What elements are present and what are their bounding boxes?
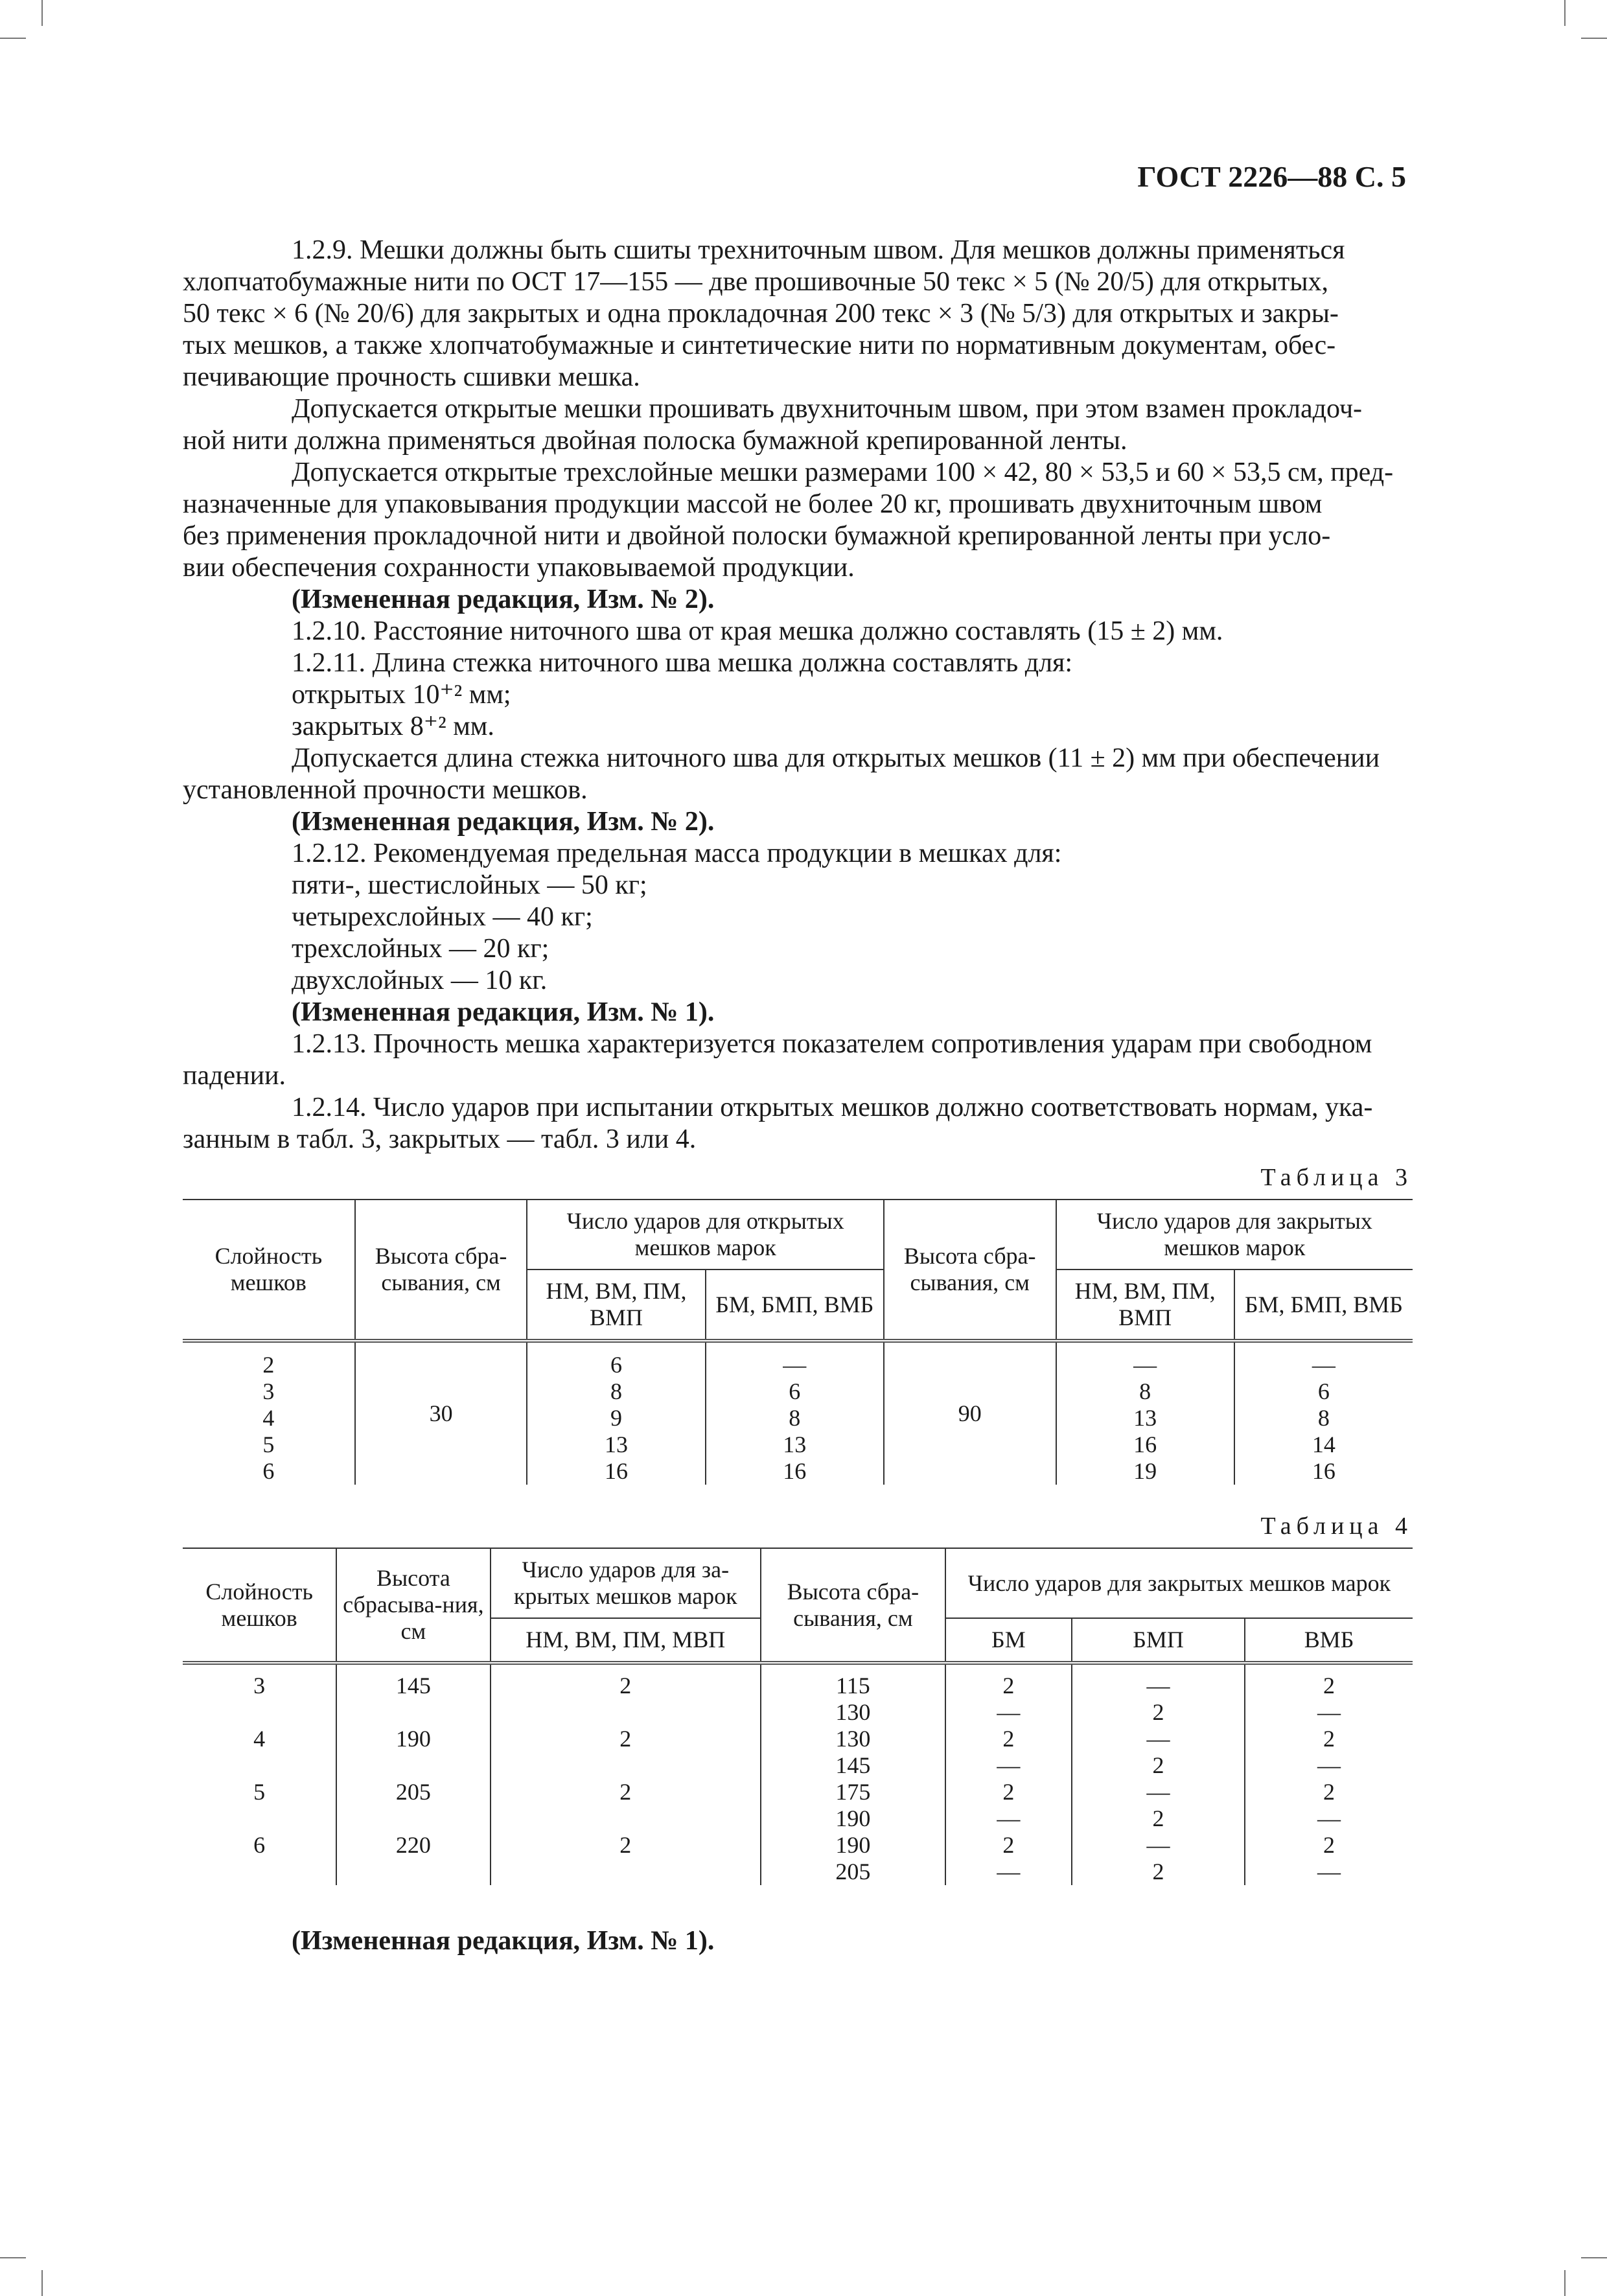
table-cell: 5 bbox=[262, 1432, 275, 1457]
table-cell: 8 bbox=[1139, 1378, 1151, 1404]
paragraph-line: трехслойных — 20 кг; bbox=[292, 934, 549, 964]
table-cell: 14 bbox=[1312, 1432, 1335, 1457]
table-cell: 9 bbox=[610, 1405, 623, 1431]
table-cell: — bbox=[783, 1352, 807, 1378]
table-value: 115 bbox=[836, 1673, 870, 1699]
table-cell: 4 bbox=[262, 1405, 275, 1431]
t3-header-height1: Высота сбра-сывания, см bbox=[355, 1200, 527, 1341]
table-cell bbox=[1245, 1779, 1413, 1832]
table-cell bbox=[761, 1832, 945, 1885]
paragraph-line: 1.2.10. Расстояние ниточного шва от края мешка должно составлять (15 ± 2) мм. bbox=[292, 616, 1223, 646]
table-cell bbox=[945, 1726, 1072, 1779]
paragraph-line: 1.2.14. Число ударов при испытании открытых мешков должно соответствовать нормам, ука- bbox=[292, 1093, 1373, 1122]
paragraph-line: 1.2.9. Мешки должны быть сшиты трехниточным швом. Для мешков должны применяться bbox=[292, 235, 1345, 265]
paragraphs bbox=[183, 235, 1413, 1155]
table-value: 2 bbox=[1323, 1779, 1335, 1805]
paragraph-line: установленной прочности мешков. bbox=[183, 775, 588, 805]
t3-header-open: Число ударов для открытых мешков марок bbox=[527, 1200, 883, 1270]
crop-mark bbox=[1564, 0, 1566, 26]
table-value: 175 bbox=[835, 1779, 871, 1805]
t3-header-layers: Слойность мешков bbox=[214, 1243, 323, 1295]
table-cell: 13 bbox=[1133, 1405, 1157, 1431]
table-value: — bbox=[1146, 1673, 1170, 1699]
table-cell: 16 bbox=[1312, 1458, 1335, 1484]
table-cell bbox=[1072, 1726, 1245, 1779]
paragraph-line: 50 текс × 6 (№ 20/6) для закрытых и одна прокладочная 200 текс × 3 (№ 5/3) для открытых и закры- bbox=[183, 299, 1339, 329]
paragraph-line: тых мешков, а также хлопчатобумажные и синтетические нити по нормативным документам, обес- bbox=[183, 330, 1336, 360]
table-cell bbox=[945, 1663, 1072, 1726]
table-value: — bbox=[1146, 1832, 1170, 1858]
t4-sub-bmp: БМП bbox=[1072, 1618, 1245, 1663]
t4-header-height1: Высота сбрасыва-ния, см bbox=[336, 1548, 490, 1663]
table-value: — bbox=[997, 1752, 1021, 1778]
table-value: — bbox=[1146, 1726, 1170, 1752]
t3-header-closed: Число ударов для закрытых мешков марок bbox=[1056, 1200, 1413, 1270]
t4-sub-vmb: ВМБ bbox=[1245, 1618, 1413, 1663]
t4-sub-nm: НМ, ВМ, ПМ, МВП bbox=[491, 1618, 761, 1663]
t3-col-open-b bbox=[706, 1341, 884, 1485]
table-value: — bbox=[997, 1805, 1021, 1831]
table-cell bbox=[1072, 1832, 1245, 1885]
table-value: 2 bbox=[1152, 1699, 1164, 1725]
table-value: 205 bbox=[835, 1859, 871, 1884]
crop-mark bbox=[1581, 2257, 1607, 2258]
table-value: 190 bbox=[835, 1832, 871, 1858]
table-cell: 8 bbox=[789, 1405, 801, 1431]
table-cell bbox=[945, 1832, 1072, 1885]
table-value: 2 bbox=[1323, 1726, 1335, 1752]
crop-mark bbox=[41, 2270, 43, 2296]
t3-sub-closed-b: БМ, БМП, ВМБ bbox=[1234, 1270, 1413, 1341]
paragraph-line: 1.2.13. Прочность мешка характеризуется показателем сопротивления ударам при свободном bbox=[292, 1029, 1372, 1059]
table-cell: 2 bbox=[491, 1832, 761, 1885]
t3-col-closed-b bbox=[1234, 1341, 1413, 1485]
paragraph-line: Допускается длина стежка ниточного шва для открытых мешков (11 ± 2) мм при обеспечении bbox=[292, 743, 1380, 773]
table-cell bbox=[761, 1779, 945, 1832]
t3-col-layers bbox=[183, 1341, 355, 1485]
crop-mark bbox=[0, 2257, 26, 2258]
table-value: — bbox=[1317, 1859, 1341, 1884]
table-value: 2 bbox=[1323, 1673, 1335, 1699]
crop-mark bbox=[1564, 2270, 1566, 2296]
table-cell: 5 bbox=[253, 1779, 266, 1805]
crop-mark bbox=[0, 38, 26, 39]
table-cell: — bbox=[1312, 1352, 1335, 1378]
paragraph-line: четырехслойных — 40 кг; bbox=[292, 902, 593, 932]
table-value: 130 bbox=[835, 1699, 871, 1725]
footer-note: (Измененная редакция, Изм. № 1). bbox=[292, 1926, 715, 1956]
table-cell: 2 bbox=[491, 1779, 761, 1832]
table-value: 145 bbox=[835, 1752, 871, 1778]
table-cell: 6 bbox=[253, 1832, 266, 1858]
paragraph-line: пяти-, шестислойных — 50 кг; bbox=[292, 870, 647, 900]
table-cell: 8 bbox=[610, 1378, 623, 1404]
t3-col-height1: 30 bbox=[355, 1341, 527, 1485]
table-row bbox=[183, 1663, 1413, 1726]
paragraph-line: (Измененная редакция, Изм. № 1). bbox=[292, 997, 715, 1027]
table-row bbox=[183, 1726, 1413, 1779]
page-header: ГОСТ 2226—88 С. 5 bbox=[1137, 160, 1406, 193]
table-value: 2 bbox=[1323, 1832, 1335, 1858]
table-cell: 2 bbox=[262, 1352, 275, 1378]
table-cell: 3 bbox=[253, 1673, 266, 1699]
paragraph-line: хлопчатобумажные нити по ОСТ 17—155 — две прошивочные 50 текс × 5 (№ 20/5) для открытых, bbox=[183, 267, 1329, 297]
table-value: 2 bbox=[1152, 1805, 1164, 1831]
t3-header-height2: Высота сбра-сывания, см bbox=[884, 1200, 1056, 1341]
t4-header-layers: Слойность мешков bbox=[205, 1578, 313, 1631]
table-cell bbox=[1245, 1832, 1413, 1885]
table-cell: 16 bbox=[783, 1458, 807, 1484]
table-cell: 190 bbox=[336, 1726, 490, 1779]
paragraph-line: двухслойных — 10 кг. bbox=[292, 966, 548, 995]
paragraph-line: (Измененная редакция, Изм. № 2). bbox=[292, 807, 715, 837]
table-value: — bbox=[1317, 1752, 1341, 1778]
t4-sub-bm: БМ bbox=[945, 1618, 1072, 1663]
paragraph-line: закрытых 8⁺² мм. bbox=[292, 712, 494, 741]
table3-caption: Таблица 3 bbox=[1260, 1164, 1413, 1191]
t4-header-closed2: Число ударов для закрытых мешков марок bbox=[945, 1548, 1413, 1618]
paragraph-line: Допускается открытые мешки прошивать двухниточным швом, при этом взамен прокладоч- bbox=[292, 394, 1363, 424]
table-cell: 2 bbox=[491, 1663, 761, 1726]
t3-col-open-a bbox=[527, 1341, 705, 1485]
table-cell: 6 bbox=[1317, 1378, 1330, 1404]
table-cell: 145 bbox=[336, 1663, 490, 1726]
table-cell: 13 bbox=[605, 1432, 629, 1457]
table-cell: 6 bbox=[610, 1352, 623, 1378]
table-value: — bbox=[997, 1699, 1021, 1725]
table-cell bbox=[1245, 1663, 1413, 1726]
paragraph-line: вии обеспечения сохранности упаковываемой продукции. bbox=[183, 553, 855, 583]
t3-sub-open-a: НМ, ВМ, ПМ, ВМП bbox=[527, 1270, 705, 1341]
table-cell bbox=[1245, 1726, 1413, 1779]
table-cell: 205 bbox=[336, 1779, 490, 1832]
table4-caption: Таблица 4 bbox=[1260, 1513, 1413, 1540]
t4-body bbox=[183, 1663, 1413, 1885]
table-row bbox=[183, 1779, 1413, 1832]
table-cell bbox=[761, 1663, 945, 1726]
table-value: 2 bbox=[1002, 1779, 1015, 1805]
paragraph-line: 1.2.12. Рекомендуемая предельная масса продукции в мешках для: bbox=[292, 839, 1062, 868]
t3-col-height2: 90 bbox=[884, 1341, 1056, 1485]
t3-col-closed-a bbox=[1056, 1341, 1234, 1485]
table-cell: 4 bbox=[253, 1726, 266, 1752]
paragraph-line: (Измененная редакция, Изм. № 2). bbox=[292, 585, 715, 614]
t3-sub-closed-a: НМ, ВМ, ПМ, ВМП bbox=[1056, 1270, 1234, 1341]
table-value: — bbox=[1317, 1699, 1341, 1725]
table-cell bbox=[1072, 1663, 1245, 1726]
paragraph-line: печивающие прочность сшивки мешка. bbox=[183, 362, 640, 392]
paragraph-line: ной нити должна применяться двойная полоска бумажной крепированной ленты. bbox=[183, 426, 1127, 456]
table-cell: 3 bbox=[262, 1378, 275, 1404]
table-cell bbox=[945, 1779, 1072, 1832]
table-cell: — bbox=[1133, 1352, 1157, 1378]
table-value: — bbox=[997, 1859, 1021, 1884]
table-cell: 2 bbox=[491, 1726, 761, 1779]
table-cell: 16 bbox=[605, 1458, 629, 1484]
paragraph-line: занным в табл. 3, закрытых — табл. 3 или 4. bbox=[183, 1124, 697, 1154]
table-cell bbox=[761, 1726, 945, 1779]
table-value: 2 bbox=[1002, 1673, 1015, 1699]
table-cell: 13 bbox=[783, 1432, 807, 1457]
table-cell: 8 bbox=[1317, 1405, 1330, 1431]
crop-mark bbox=[41, 0, 43, 26]
table-cell bbox=[1072, 1779, 1245, 1832]
table-cell: 6 bbox=[789, 1378, 801, 1404]
table-3 bbox=[183, 1199, 1413, 1485]
paragraph-line: 1.2.11. Длина стежка ниточного шва мешка должна составлять для: bbox=[292, 648, 1073, 678]
t4-header-closed1: Число ударов для за-крытых мешков марок bbox=[491, 1548, 761, 1618]
t4-header-height2: Высота сбра-сывания, см bbox=[761, 1548, 945, 1663]
table-value: 190 bbox=[835, 1805, 871, 1831]
document-body bbox=[183, 235, 1413, 1957]
table-4 bbox=[183, 1548, 1413, 1885]
table-cell: 6 bbox=[262, 1458, 275, 1484]
t3-sub-open-b: БМ, БМП, ВМБ bbox=[706, 1270, 884, 1341]
table-value: 2 bbox=[1002, 1726, 1015, 1752]
table-value: 130 bbox=[835, 1726, 871, 1752]
paragraph-line: открытых 10⁺² мм; bbox=[292, 680, 511, 710]
table-row bbox=[183, 1832, 1413, 1885]
paragraph-line: падении. bbox=[183, 1061, 286, 1091]
crop-mark bbox=[1581, 38, 1607, 39]
table-cell: 19 bbox=[1133, 1458, 1157, 1484]
table-value: 2 bbox=[1152, 1859, 1164, 1884]
paragraph-line: Допускается открытые трехслойные мешки размерами 100 × 42, 80 × 53,5 и 60 × 53,5 см, пред- bbox=[292, 458, 1394, 487]
table-value: 2 bbox=[1002, 1832, 1015, 1858]
paragraph-line: без применения прокладочной нити и двойной полоски бумажной крепированной ленты при усло- bbox=[183, 521, 1331, 551]
table-cell: 16 bbox=[1133, 1432, 1157, 1457]
table-value: — bbox=[1317, 1805, 1341, 1831]
paragraph-line: назначенные для упаковывания продукции массой не более 20 кг, прошивать двухниточным швом bbox=[183, 489, 1323, 519]
table-value: — bbox=[1146, 1779, 1170, 1805]
table-cell: 220 bbox=[336, 1832, 490, 1885]
table-value: 2 bbox=[1152, 1752, 1164, 1778]
